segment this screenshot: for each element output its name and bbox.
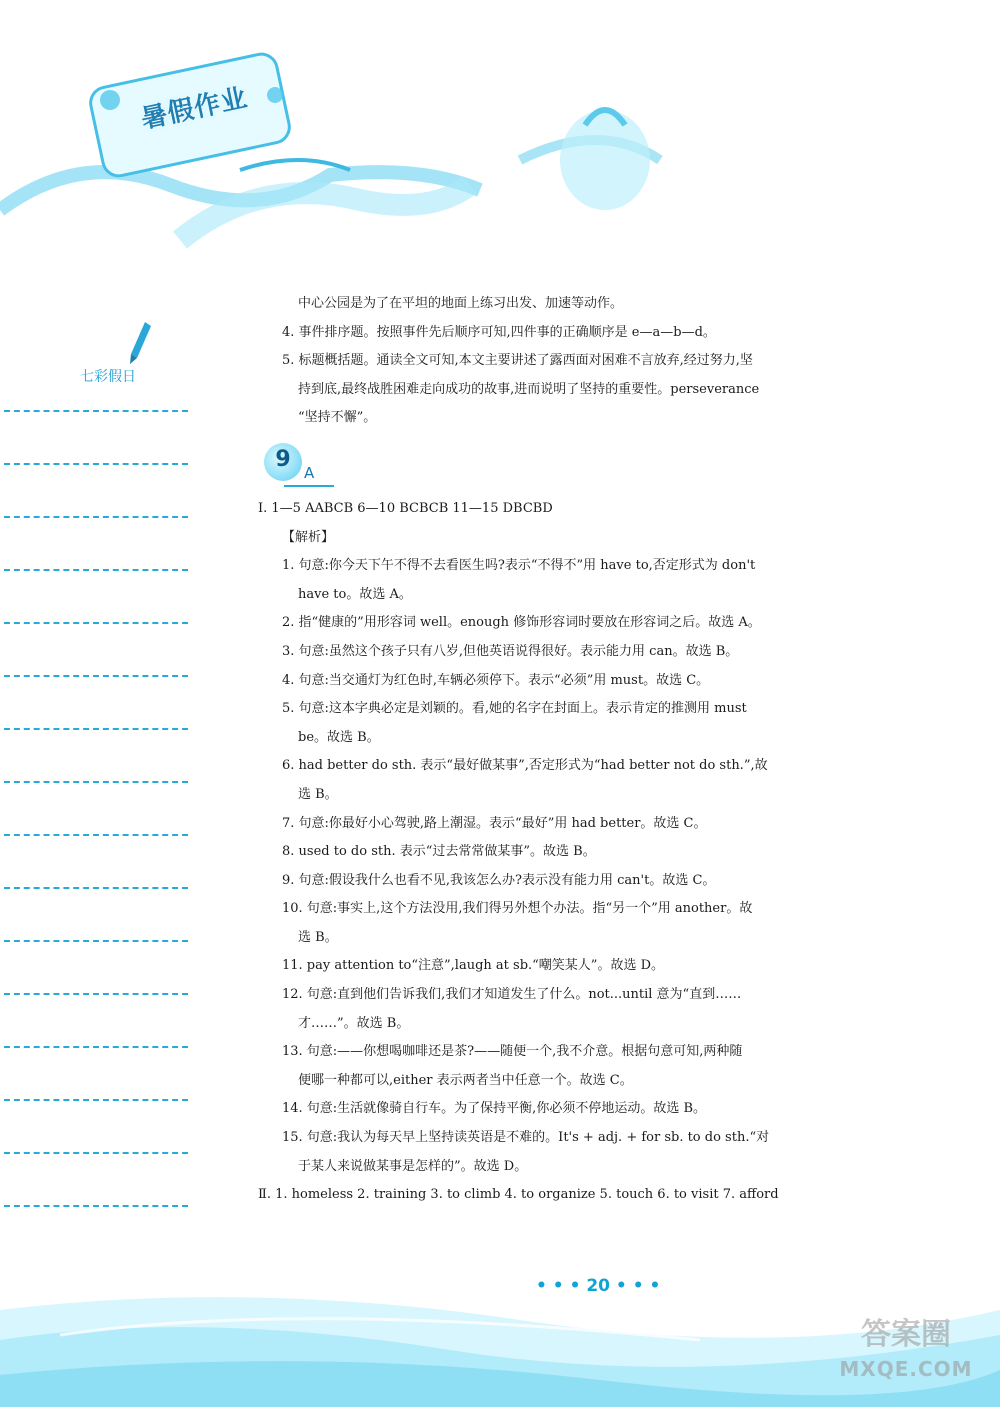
watermark-url: MXQE.COM	[839, 1357, 973, 1381]
analysis-line: 选 B。	[298, 786, 338, 802]
sidebar-label: 七彩假日	[80, 369, 136, 385]
analysis-line: 15. 句意:我认为每天早上坚持读英语是不难的。It's + adj. + for sb. to do sth.“对	[282, 1130, 770, 1146]
analysis-line: 9. 句意:假设我什么也看不见,我该怎么办?表示没有能力用 can't。故选 C。	[282, 872, 716, 888]
dashed-line	[4, 410, 188, 412]
text-line: 5. 标题概括题。通读全文可知,本文主要讲述了露西面对困难不言放弃,经过努力,坚	[282, 353, 753, 369]
part2-answers: Ⅱ. 1. homeless 2. training 3. to climb 4. to organize 5. touch 6. to visit 7. afford	[258, 1187, 779, 1203]
analysis-line: 1. 句意:你今天下午不得不去看医生吗?表示“不得不”用 have to,否定形式为 don't	[282, 558, 756, 574]
analysis-line: 4. 句意:当交通灯为红色时,车辆必须停下。表示“必须”用 must。故选 C。	[282, 672, 710, 688]
section-number: 9	[275, 446, 291, 472]
page-number: • • • 20 • • •	[536, 1276, 661, 1296]
dashed-line	[4, 1099, 188, 1101]
dashed-line	[4, 940, 188, 942]
dashed-line	[4, 516, 188, 518]
analysis-line: 12. 句意:直到他们告诉我们,我们才知道发生了什么。not...until 意为“直到……	[282, 987, 742, 1003]
text-line: 持到底,最终战胜困难走向成功的故事,进而说明了坚持的重要性。perseverance	[298, 381, 760, 397]
analysis-line: 7. 句意:你最好小心驾驶,路上潮湿。表示“最好”用 had better。故选 C。	[282, 815, 707, 831]
text-line: 4. 事件排序题。按照事件先后顺序可知,四件事的正确顺序是 e—a—b—d。	[282, 324, 716, 340]
dashed-line	[4, 834, 188, 836]
pen-icon	[127, 320, 153, 366]
dashed-line	[4, 1046, 188, 1048]
dashed-line	[4, 1152, 188, 1154]
dashed-line	[4, 622, 188, 624]
analysis-line: 2. 指“健康的”用形容词 well。enough 修饰形容词时要放在形容词之后。故选 A。	[282, 615, 761, 631]
analysis-line: 10. 句意:事实上,这个方法没用,我们得另外想个办法。指“另一个”用 another。故	[282, 901, 753, 917]
analysis-line: 6. had better do sth. 表示“最好做某事”,否定形式为“had better not do sth.”,故	[282, 758, 768, 774]
analysis-line: 选 B。	[298, 929, 338, 945]
watermark-text: 答案圈	[861, 1317, 951, 1352]
analysis-line: 3. 句意:虽然这个孩子只有八岁,但他英语说得很好。表示能力用 can。故选 B。	[282, 643, 739, 659]
text-line: 中心公园是为了在平坦的地面上练习出发、加速等动作。	[298, 296, 624, 311]
analysis-line: 8. used to do sth. 表示“过去常常做某事”。故选 B。	[282, 844, 596, 860]
dashed-line	[4, 569, 188, 571]
watermark	[826, 1318, 986, 1386]
dashed-line	[4, 1205, 188, 1207]
analysis-label: 【解析】	[282, 529, 335, 545]
dashed-line	[4, 675, 188, 677]
text-line: “坚持不懈”。	[298, 410, 377, 426]
main-content	[258, 290, 898, 1210]
section-sub: A	[304, 463, 315, 482]
dashed-line	[4, 993, 188, 995]
analysis-line: 14. 句意:生活就像骑自行车。为了保持平衡,你必须不停地运动。故选 B。	[282, 1101, 707, 1117]
analysis-line: 11. pay attention to“注意”,laugh at sb.“嘲笑某人”。故选 D。	[282, 958, 664, 974]
answers-line: Ⅰ. 1—5 AABCB 6—10 BCBCB 11—15 DBCBD	[258, 500, 553, 516]
analysis-line: be。故选 B。	[298, 729, 380, 745]
analysis-line: have to。故选 A。	[298, 586, 412, 602]
dashed-line	[4, 728, 188, 730]
section-marker	[258, 435, 898, 495]
analysis-line: 于某人来说做某事是怎样的”。故选 D。	[298, 1158, 528, 1174]
analysis-line: 便哪一种都可以,either 表示两者当中任意一个。故选 C。	[298, 1072, 633, 1088]
analysis-line: 才……”。故选 B。	[298, 1015, 410, 1031]
section-underline	[284, 485, 334, 487]
dashed-line	[4, 463, 188, 465]
dashed-line	[4, 781, 188, 783]
analysis-line: 5. 句意:这本字典必定是刘颖的。看,她的名字在封面上。表示肯定的推测用 must	[282, 701, 747, 717]
dashed-line	[4, 887, 188, 889]
analysis-line: 13. 句意:——你想喝咖啡还是茶?——随便一个,我不介意。根据句意可知,两种随	[282, 1044, 743, 1060]
brand-title: 暑假作业	[138, 83, 251, 135]
